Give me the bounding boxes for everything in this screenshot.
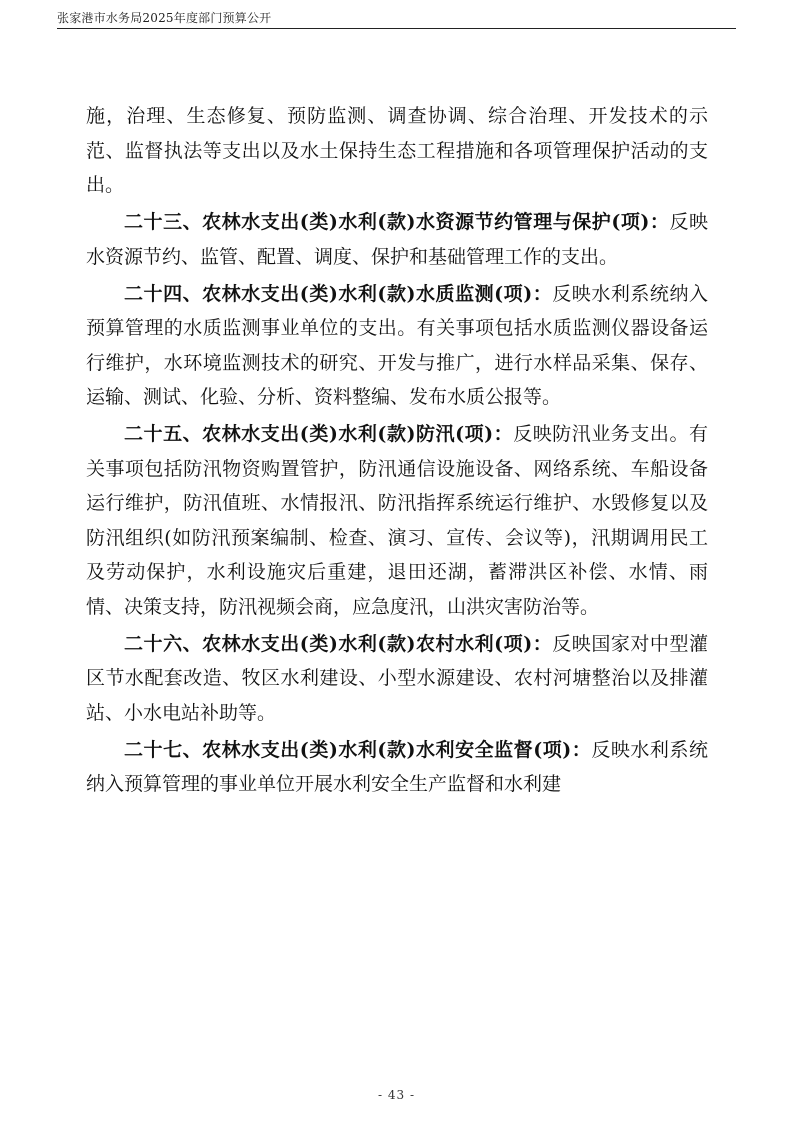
paragraph-text: 反映防汛业务支出。有关事项包括防汛物资购置管护，防汛通信设施设备、网络系统、车船设备运行维护，防汛值班、水情报汛、防汛指挥系统运行维护、水毁修复以及防汛组织(如防汛预案编制、检查、演习、宣传、会议等)，汛期调用民工及劳动保护，水利设施灾后重建，退田还湖，蓄滞洪区补偿、水情、雨情、决策支持，防汛视频会商，应急度汛，山洪灾害防治等。 (86, 423, 708, 618)
running-header: 张家港市水务局2025年度部门预算公开 (57, 11, 272, 25)
paragraph-item-27 (86, 733, 708, 802)
paragraph-lead: 二十七、农林水支出(类)水利(款)水利安全监督(项)： (124, 738, 592, 761)
page-number: - 43 - (377, 1088, 415, 1102)
paragraph-item-23 (86, 205, 708, 274)
paragraph-lead: 二十四、农林水支出(类)水利(款)水质监测(项)： (124, 282, 553, 305)
paragraph-text: 反映水资源节约、监管、配置、调度、保护和基础管理工作的支出。 (86, 211, 708, 268)
paragraph-text: 反映水利系统纳入预算管理的水质监测事业单位的支出。有关事项包括水质监测仪器设备运行维护，水环境监测技术的研究、开发与推广，进行水样品采集、保存、运输、测试、化验、分析、资料整编、发布水质公报等。 (86, 282, 708, 408)
paragraph-item-24 (86, 277, 708, 415)
header-divider (57, 28, 736, 29)
paragraph-lead: 二十三、农林水支出(类)水利(款)水资源节约管理与保护(项)： (124, 211, 670, 233)
paragraph-item-25 (86, 417, 708, 624)
paragraph-lead: 二十六、农林水支出(类)水利(款)农村水利(项)： (124, 632, 553, 655)
paragraph-text: 反映国家对中型灌区节水配套改造、牧区水利建设、小型水源建设、农村河塘整治以及排灌站、小水电站补助等。 (86, 632, 708, 724)
paragraph-lead: 二十五、农林水支出(类)水利(款)防汛(项)： (124, 423, 514, 445)
paragraph-text: 反映水利系统纳入预算管理的事业单位开展水利安全生产监督和水利建 (86, 738, 708, 795)
paragraph-continuation (86, 99, 708, 203)
paragraph-text: 施，治理、生态修复、预防监测、调查协调、综合治理、开发技术的示范、监督执法等支出以及水土保持生态工程措施和各项管理保护活动的支出。 (86, 105, 708, 196)
paragraph-item-26 (86, 627, 708, 731)
document-body (86, 99, 708, 804)
